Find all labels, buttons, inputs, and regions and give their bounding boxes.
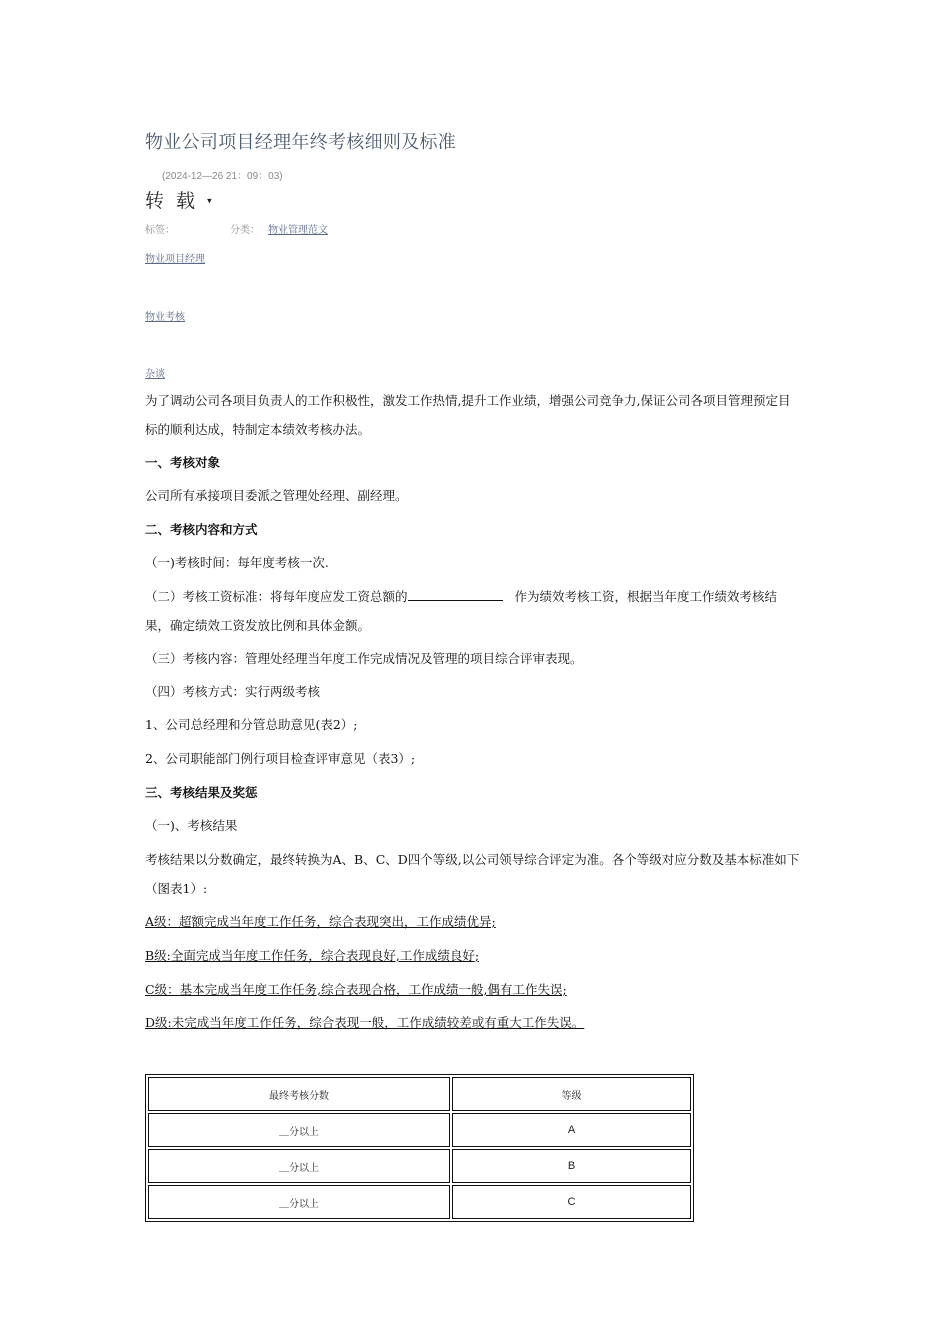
table-row xyxy=(148,1149,691,1183)
category-label: 分类： xyxy=(230,225,260,236)
paragraph: 公司所有承接项目委派之管理处经理、副经理。 xyxy=(145,488,408,503)
paragraph: 1、公司总经理和分管总助意见(表2）; xyxy=(145,717,358,732)
paragraph: （四）考核方式：实行两级考核 xyxy=(145,684,321,699)
table-header-row xyxy=(148,1077,691,1111)
tags-label: 标签： xyxy=(145,225,175,236)
tag-link[interactable]: 物业考核 xyxy=(145,312,185,323)
grade-cell: B xyxy=(452,1149,691,1183)
table-row xyxy=(148,1113,691,1147)
chevron-down-icon: ▾ xyxy=(207,196,212,207)
paragraph: （一)考核时间：每年度考核一次. xyxy=(145,555,329,570)
article-title: 物业公司项目经理年终考核细则及标准 xyxy=(145,132,457,153)
category-link[interactable]: 物业管理范文 xyxy=(268,225,328,236)
salary-text-b: 作为绩效考核工资，根据当年度工作绩效考核结果，确定绩效工资发放比例和具体金额。 xyxy=(145,589,778,633)
tag-link[interactable]: 杂谈 xyxy=(145,369,165,380)
score-cell: ＿分以上 xyxy=(148,1185,450,1219)
header-cell: 等级 xyxy=(452,1077,691,1111)
grade-table xyxy=(145,1074,694,1222)
section-heading: 三、考核结果及奖惩 xyxy=(145,785,258,800)
grade-standard: D级:未完成当年度工作任务，综合表现一般，工作成绩较差或有重大工作失误。 xyxy=(145,1015,585,1030)
grade-cell: C xyxy=(452,1185,691,1219)
header-cell: 最终考核分数 xyxy=(148,1077,450,1111)
table-row xyxy=(148,1185,691,1219)
grade-standard: B级:全面完成当年度工作任务，综合表现良好,工作成绩良好; xyxy=(145,948,480,963)
grade-cell: A xyxy=(452,1113,691,1147)
score-cell: ＿分以上 xyxy=(148,1113,450,1147)
grade-standard: C级：基本完成当年度工作任务,综合表现合格，工作成绩一般,偶有工作失误; xyxy=(145,982,567,997)
post-date: (2024-12—26 21：09：03) xyxy=(162,171,283,182)
paragraph: 考核结果以分数确定，最终转换为A、B、C、D四个等级,以公司领导综合评定为准。各个等级对应分数及基本标准如下（图表1）: xyxy=(145,852,800,896)
repost-label: 转 载 xyxy=(145,190,199,212)
section-heading: 二、考核内容和方式 xyxy=(145,522,258,537)
salary-text-a: （二）考核工资标准：将每年度应发工资总额的 xyxy=(145,589,408,604)
percentage-blank xyxy=(408,586,503,601)
salary-standard-paragraph xyxy=(145,582,800,640)
paragraph: （一)、考核结果 xyxy=(145,818,238,833)
section-heading: 一、考核对象 xyxy=(145,455,221,470)
tag-link[interactable]: 物业项目经理 xyxy=(145,254,205,265)
paragraph: （三）考核内容：管理处经理当年度工作完成情况及管理的项目综合评审表现。 xyxy=(145,651,583,666)
intro-paragraph: 为了调动公司各项目负责人的工作积极性，激发工作热情,提升工作业绩，增强公司竞争力,保证公司各项目管理预定目标的顺利达成，特制定本绩效考核办法。 xyxy=(145,393,791,437)
grade-standard: A级：超额完成当年度工作任务，综合表现突出，工作成绩优异; xyxy=(145,914,496,929)
score-cell: ＿分以上 xyxy=(148,1149,450,1183)
repost-menu[interactable] xyxy=(145,186,212,213)
paragraph: 2、公司职能部门例行项目检查评审意见（表3）; xyxy=(145,751,416,766)
